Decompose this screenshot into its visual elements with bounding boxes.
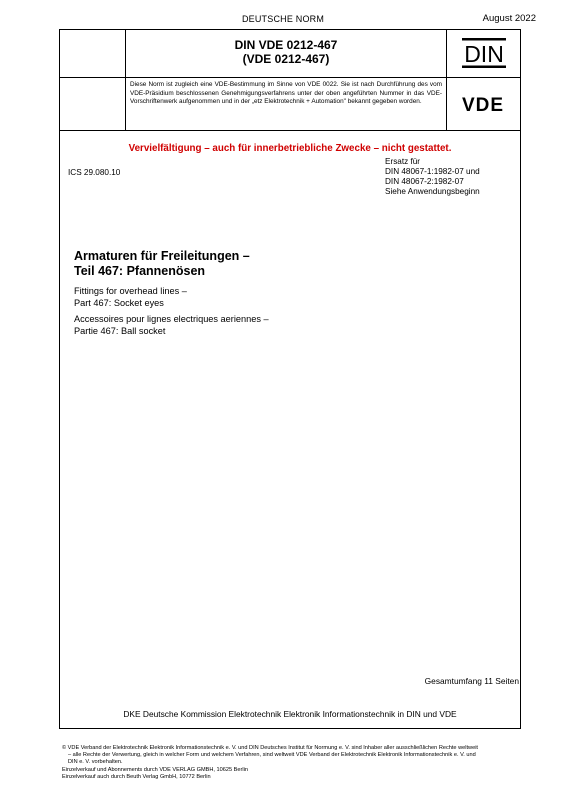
replacement-line-3: DIN 48067-2:1982-07 (385, 177, 464, 186)
ics-code: ICS 29.080.10 (68, 168, 121, 177)
footer-line-5: Einzelverkauf auch durch Beuth Verlag GmbH, 10772 Berlin (62, 773, 211, 780)
din-logo-icon (462, 38, 506, 68)
french-title-line-2: Partie 467: Ball socket (74, 325, 166, 336)
replacement-line-4: Siehe Anwendungsbeginn (385, 187, 480, 196)
vde-number: (VDE 0212-467) (242, 52, 330, 66)
header-right-divider (446, 29, 447, 130)
copyright-footer (62, 745, 522, 781)
din-logo (462, 38, 506, 68)
replacement-info (385, 157, 480, 197)
publication-date: August 2022 (482, 13, 536, 24)
french-title-line-1: Accessoires pour lignes electriques aeriennes – (74, 314, 269, 324)
german-title (74, 249, 250, 279)
replacement-line-1: Ersatz für (385, 157, 421, 166)
german-title-line-1: Armaturen für Freileitungen – (74, 249, 250, 263)
title-page-frame (59, 29, 521, 729)
vde-logo-text: VDE (461, 95, 505, 113)
english-title-line-1: Fittings for overhead lines – (74, 286, 187, 296)
standard-number: DIN VDE 0212-467 (234, 38, 338, 52)
english-title (74, 286, 187, 309)
header-bottom-rule (59, 130, 521, 131)
document-type-label: DEUTSCHE NORM (241, 14, 325, 24)
reproduction-notice: Vervielfältigung – auch für innerbetriebliche Zwecke – nicht gestattet. (128, 143, 452, 154)
vde-logo-icon (452, 95, 514, 113)
english-title-line-2: Part 467: Socket eyes (74, 297, 164, 308)
page-count: Gesamtumfang 11 Seiten (424, 676, 519, 686)
french-title (74, 314, 269, 337)
footer-line-2: – alle Rechte der Verwertung, gleich in welcher Form und welchem Verfahren, sind weltweit VDE Verband der Elektrotechnik Elektronik Informationstechnik e. V. und (68, 752, 476, 759)
vde-regulation-notice: Diese Norm ist zugleich eine VDE-Bestimmung im Sinne von VDE 0022. Sie ist nach Durchführung des vom VDE-Präsidium beschlossenen Genehmigungsverfahrens unter der oben angeführten Nummer in das VDE-Vorschriftenwerk aufgenommen und in der „etz Elektrotechnik + Automation" bekannt gegeben worden. (130, 81, 442, 106)
replacement-line-2: DIN 48067-1:1982-07 und (385, 167, 480, 176)
dke-commission-line: DKE Deutsche Kommission Elektrotechnik Elektronik Informationstechnik in DIN und VDE (123, 709, 457, 719)
vde-logo (452, 95, 514, 113)
footer-line-1: © VDE Verband der Elektrotechnik Elektronik Informationstechnik e. V. und DIN Deutsches Institut für Normung e. V. sind Inhaber aller ausschließlichen Rechte weltweit (62, 745, 478, 751)
din-logo-text: DIN (464, 41, 504, 67)
footer-line-3: DIN e. V. vorbehalten. (68, 759, 123, 766)
german-title-line-2: Teil 467: Pfannenösen (74, 264, 206, 278)
standard-title (126, 38, 446, 66)
footer-line-4: Einzelverkauf und Abonnements durch VDE VERLAG GMBH, 10625 Berlin (62, 766, 248, 773)
